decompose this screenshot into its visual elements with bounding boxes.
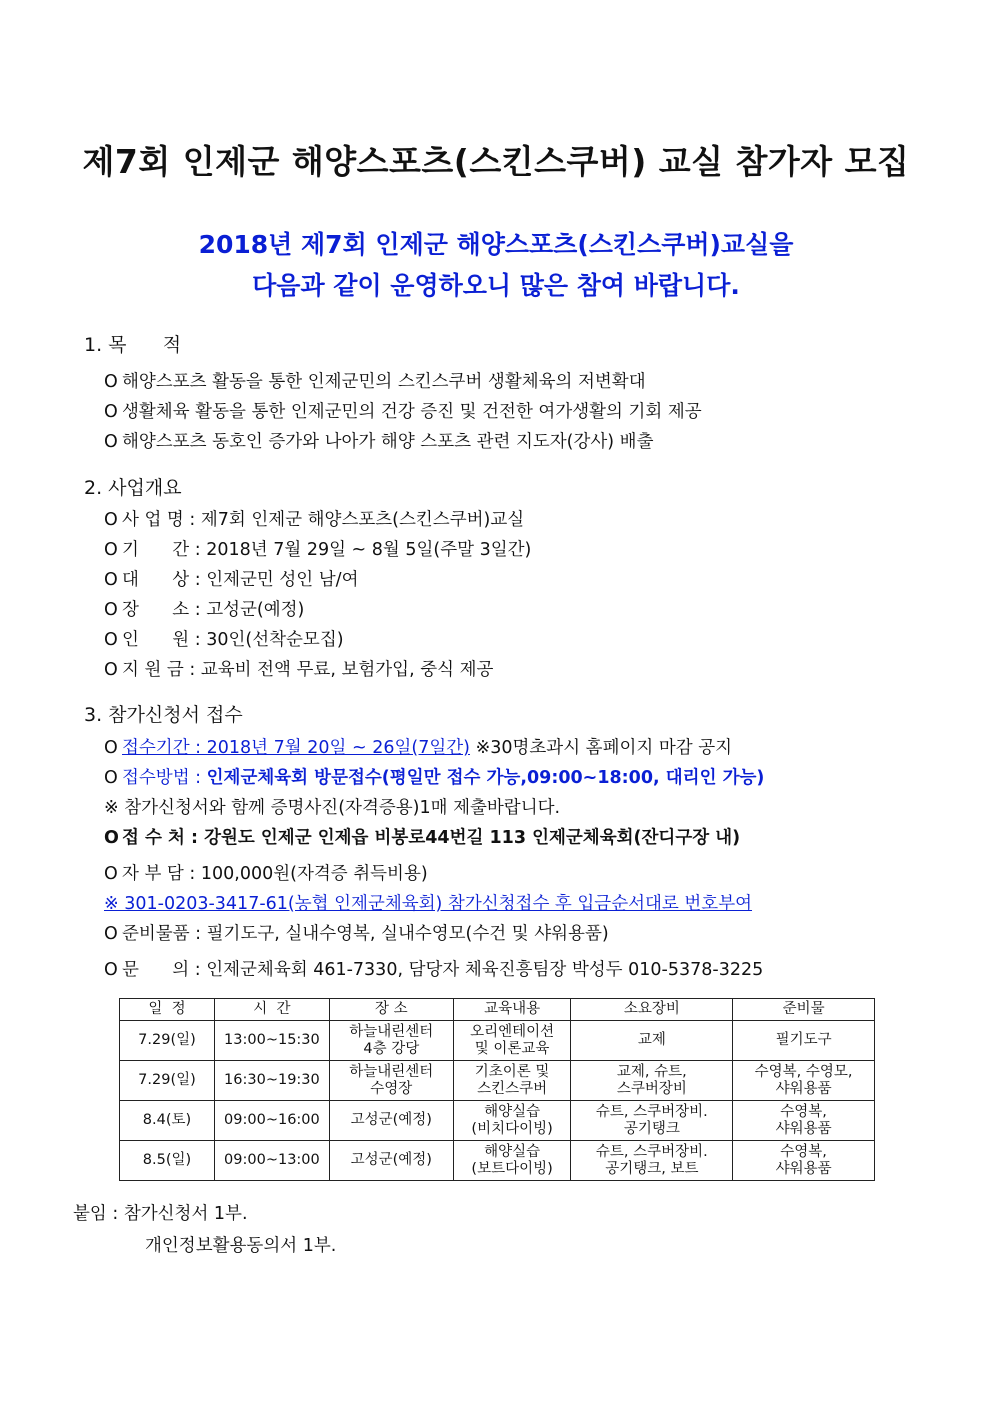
column-header: 장 소 bbox=[329, 999, 453, 1021]
bullet: O bbox=[104, 768, 118, 788]
bullet: O bbox=[104, 510, 118, 530]
reception-method bbox=[104, 764, 764, 789]
table-cell: 슈트, 스쿠버장비. 공기탱크 bbox=[571, 1101, 733, 1141]
table-cell: 고성군(예정) bbox=[329, 1141, 453, 1181]
table-cell: 13:00~15:30 bbox=[214, 1021, 329, 1061]
bullet: O bbox=[104, 828, 119, 848]
list-item: O 생활체육 활동을 통한 인제군민의 건강 증진 및 건전한 여가생활의 기회 제공 bbox=[104, 402, 702, 422]
section-1-heading: 1. 목 적 bbox=[84, 334, 182, 356]
table-cell: 해양실습 (비치다이빙) bbox=[453, 1101, 571, 1141]
list-item: O 해양스포츠 동호인 증가와 나아가 해양 스포츠 관련 지도자(강사) 배출 bbox=[104, 432, 654, 452]
list-item: O 사 업 명 : 제7회 인제군 해양스포츠(스킨스쿠버)교실 bbox=[104, 510, 525, 530]
bullet: O bbox=[104, 372, 118, 392]
table-row bbox=[120, 1021, 875, 1061]
bullet: O bbox=[104, 738, 118, 758]
table-cell: 해양실습 (보트다이빙) bbox=[453, 1141, 571, 1181]
table-cell: 슈트, 스쿠버장비. 공기탱크, 보트 bbox=[571, 1141, 733, 1181]
table-cell: 8.5(일) bbox=[120, 1141, 215, 1181]
bullet: O bbox=[104, 660, 118, 680]
bullet: O bbox=[104, 924, 118, 944]
column-header: 소요장비 bbox=[571, 999, 733, 1021]
list-item: O 장 소 : 고성군(예정) bbox=[104, 600, 305, 620]
table-cell: 7.29(일) bbox=[120, 1021, 215, 1061]
table-cell: 수영복, 샤워용품 bbox=[733, 1141, 875, 1181]
table-cell: 기초이론 및 스킨스쿠버 bbox=[453, 1061, 571, 1101]
table-cell: 하늘내린센터 4층 강당 bbox=[329, 1021, 453, 1061]
table-cell: 하늘내린센터 수영장 bbox=[329, 1061, 453, 1101]
table-cell: 8.4(토) bbox=[120, 1101, 215, 1141]
table-cell: 고성군(예정) bbox=[329, 1101, 453, 1141]
column-header: 일 정 bbox=[120, 999, 215, 1021]
column-header: 준비물 bbox=[733, 999, 875, 1021]
list-item: O 기 간 : 2018년 7월 29일 ~ 8월 5일(주말 3일간) bbox=[104, 540, 532, 560]
self-cost: O 자 부 담 : 100,000원(자격증 취득비용) bbox=[104, 864, 428, 884]
table-cell: 09:00~13:00 bbox=[214, 1141, 329, 1181]
reception-place: O 접 수 처 : 강원도 인제군 인제읍 비봉로44번길 113 인제군체육회(잔디구장 내) bbox=[104, 828, 741, 848]
table-cell: 7.29(일) bbox=[120, 1061, 215, 1101]
table-cell: 16:30~19:30 bbox=[214, 1061, 329, 1101]
contact: O 문 의 : 인제군체육회 461-7330, 담당자 체육진흥팀장 박성두 010-5378-3225 bbox=[104, 960, 764, 980]
bullet: O bbox=[104, 864, 118, 884]
list-item: O 지 원 금 : 교육비 전액 무료, 보험가입, 중식 제공 bbox=[104, 660, 494, 680]
table-cell: 필기도구 bbox=[733, 1021, 875, 1061]
list-item: O 해양스포츠 활동을 통한 인제군민의 스킨스쿠버 생활체육의 저변확대 bbox=[104, 372, 646, 392]
bullet: O bbox=[104, 432, 118, 452]
bullet: O bbox=[104, 540, 118, 560]
table-cell: 09:00~16:00 bbox=[214, 1101, 329, 1141]
method-value: 인제군체육회 방문접수(평일만 접수 가능,09:00~18:00, 대리인 가능) bbox=[206, 768, 765, 788]
table-cell: 오리엔테이션 및 이론교육 bbox=[453, 1021, 571, 1061]
attachment-line-1: 붙임 : 참가신청서 1부. bbox=[73, 1204, 248, 1224]
subtitle-line-1: 2018년 제7회 인제군 해양스포츠(스킨스쿠버)교실을 bbox=[198, 230, 794, 259]
photo-note: ※ 참가신청서와 함께 증명사진(자격증용)1매 제출바랍니다. bbox=[104, 798, 561, 818]
section-3-heading: 3. 참가신청서 접수 bbox=[84, 704, 243, 726]
list-item: O 대 상 : 인제군민 성인 남/여 bbox=[104, 570, 359, 590]
table-cell: 교제 bbox=[571, 1021, 733, 1061]
page-title: 제7회 인제군 해양스포츠(스킨스쿠버) 교실 참가자 모집 bbox=[82, 142, 910, 181]
column-header: 교육내용 bbox=[453, 999, 571, 1021]
list-item: O 인 원 : 30인(선착순모집) bbox=[104, 630, 344, 650]
table-cell: 수영복, 수영모, 샤워용품 bbox=[733, 1061, 875, 1101]
supplies: O 준비물품 : 필기도구, 실내수영복, 실내수영모(수건 및 샤워용품) bbox=[104, 924, 609, 944]
table-row bbox=[120, 1061, 875, 1101]
bullet: O bbox=[104, 630, 118, 650]
period-value: 접수기간 : 2018년 7월 20일 ~ 26일(7일간) bbox=[122, 738, 470, 758]
table-cell: 수영복, 샤워용품 bbox=[733, 1101, 875, 1141]
table-row bbox=[120, 1101, 875, 1141]
bullet: O bbox=[104, 570, 118, 590]
bullet: O bbox=[104, 960, 118, 980]
bullet: O bbox=[104, 402, 118, 422]
attachment-line-2: 개인정보활용동의서 1부. bbox=[145, 1236, 337, 1256]
section-2-heading: 2. 사업개요 bbox=[84, 477, 182, 499]
method-label: 접수방법 : bbox=[122, 768, 207, 788]
table-cell: 교제, 슈트, 스쿠버장비 bbox=[571, 1061, 733, 1101]
period-note: ※30명초과시 홈페이지 마감 공지 bbox=[475, 738, 733, 758]
schedule-table bbox=[119, 998, 875, 1181]
table-header-row bbox=[120, 999, 875, 1021]
bullet: O bbox=[104, 600, 118, 620]
column-header: 시 간 bbox=[214, 999, 329, 1021]
table-row bbox=[120, 1141, 875, 1181]
subtitle-line-2: 다음과 같이 운영하오니 많은 참여 바랍니다. bbox=[252, 271, 740, 300]
account-note: ※ 301-0203-3417-61(농협 인제군체육회) 참가신청접수 후 입금순서대로 번호부여 bbox=[104, 894, 753, 914]
reception-period bbox=[104, 734, 732, 759]
